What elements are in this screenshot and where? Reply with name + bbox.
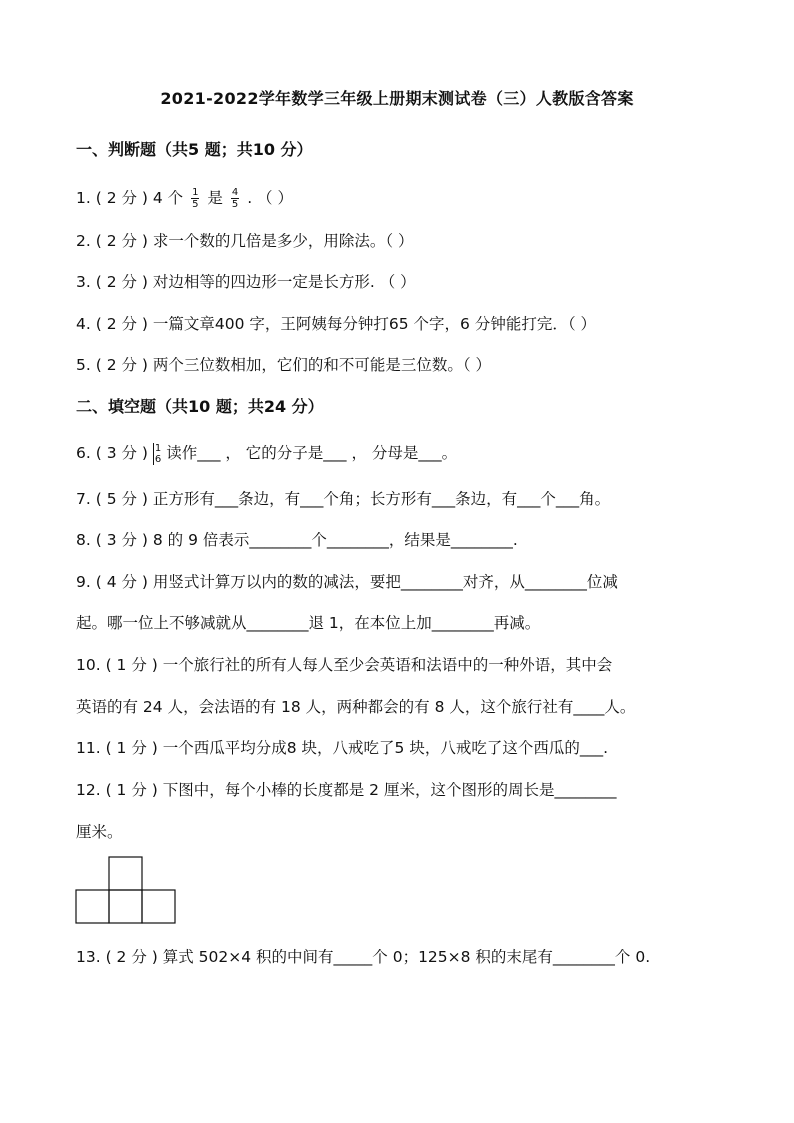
fraction-one-sixth	[153, 443, 161, 465]
question-9-line-2: 起。哪一位上不够减就从________退 1，在本位上加________再减。	[76, 614, 541, 632]
question-9-line-1: 9. ( 4 分 ) 用竖式计算万以内的数的减法，要把________对齐，从________位减	[76, 573, 618, 591]
question-6-suffix: 读作___ ， 它的分子是___ ， 分母是___。	[166, 444, 458, 462]
fraction-denominator: 5	[231, 199, 239, 210]
question-8: 8. ( 3 分 ) 8 的 9 倍表示________个________，结果是________.	[76, 531, 518, 549]
bottom-right-square	[142, 890, 175, 923]
question-13: 13. ( 2 分 ) 算式 502×4 积的中间有_____个 0；125×8 积的末尾有________个 0.	[76, 948, 651, 966]
question-10-line-1: 10. ( 1 分 ) 一个旅行社的所有人每人至少会英语和法语中的一种外语，其中会	[76, 656, 613, 674]
fraction-one-fifth	[191, 187, 199, 210]
fraction-bar	[153, 443, 154, 465]
question-3: 3. ( 2 分 ) 对边相等的四边形一定是长方形. （ ）	[76, 273, 416, 291]
fraction-four-fifths	[231, 187, 239, 210]
page-title: 2021-2022学年数学三年级上册期末测试卷（三）人教版含答案	[160, 89, 634, 108]
question-1	[76, 186, 293, 210]
question-12-line-2: 厘米。	[76, 823, 123, 841]
question-6-prefix: 6. ( 3 分 )	[76, 444, 148, 462]
question-12-line-1: 12. ( 1 分 ) 下图中，每个小棒的长度都是 2 厘米，这个图形的周长是________	[76, 781, 617, 799]
bottom-middle-square	[109, 890, 142, 923]
stick-figure-diagram	[75, 856, 177, 924]
bottom-left-square	[76, 890, 109, 923]
question-7: 7. ( 5 分 ) 正方形有___条边，有___个角；长方形有___条边，有___个___角。	[76, 490, 611, 508]
question-4: 4. ( 2 分 ) 一篇文章400 字，王阿姨每分钟打65 个字，6 分钟能打完．（ ）	[76, 315, 597, 333]
section-heading-fill-in: 二、填空题（共10 题；共24 分）	[76, 397, 324, 416]
section-heading-true-false: 一、判断题（共5 题；共10 分）	[76, 140, 313, 159]
question-1-suffix: . （ ）	[247, 189, 293, 207]
fraction-numerator: 4	[231, 187, 239, 198]
question-10-line-2: 英语的有 24 人，会法语的有 18 人，两种都会的有 8 人，这个旅行社有____人。	[76, 698, 636, 716]
question-2: 2. ( 2 分 ) 求一个数的几倍是多少，用除法。（ ）	[76, 232, 414, 250]
fraction-denominator: 5	[192, 199, 199, 210]
question-5: 5. ( 2 分 ) 两个三位数相加，它们的和不可能是三位数。（ ）	[76, 356, 492, 374]
question-1-prefix: 1. ( 2 分 ) 4 个	[76, 189, 184, 207]
question-1-middle: 是	[207, 189, 223, 207]
question-11: 11. ( 1 分 ) 一个西瓜平均分成8 块，八戒吃了5 块，八戒吃了这个西瓜的___.	[76, 739, 608, 757]
top-square	[109, 857, 142, 890]
fraction-numerator: 1	[192, 187, 199, 198]
fraction-denominator: 6	[154, 453, 162, 465]
fraction-numerator: 1	[154, 442, 162, 454]
question-6	[76, 441, 457, 465]
